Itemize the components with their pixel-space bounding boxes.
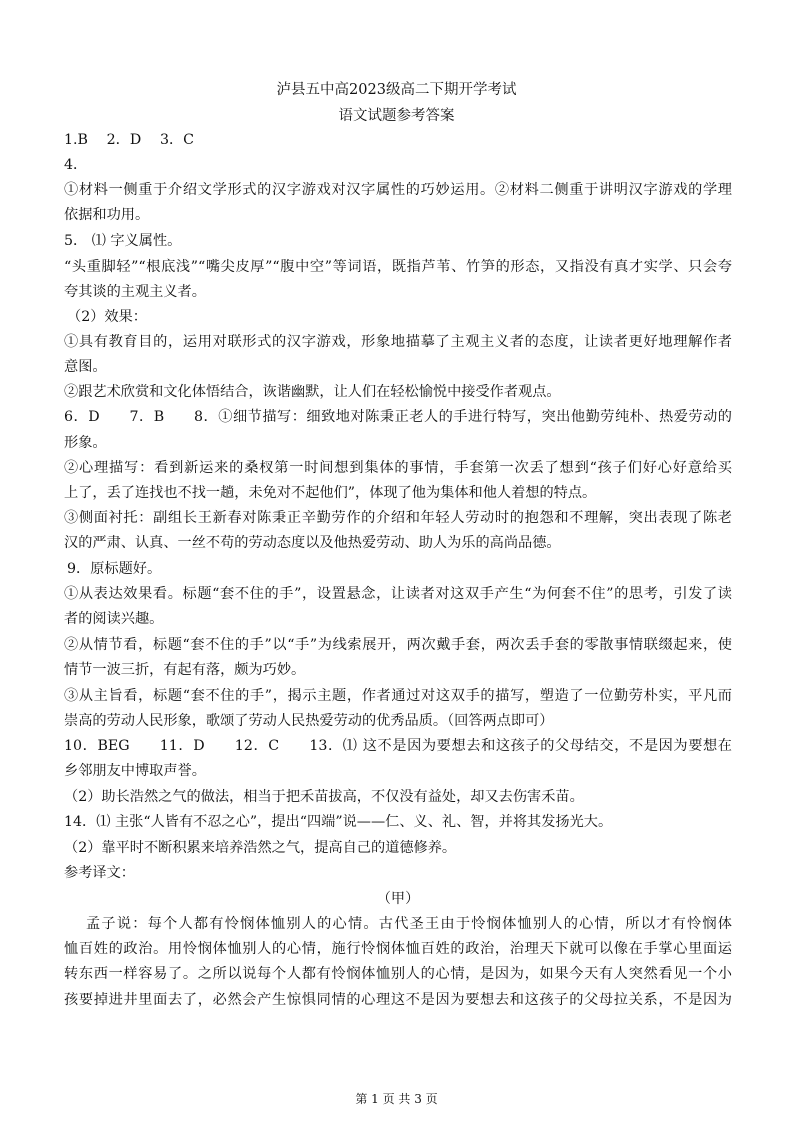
page-footer: 第 1 页 共 3 页 <box>355 1092 438 1106</box>
text-line: 意图。 <box>64 359 107 375</box>
text-line: ①从表达效果看。标题“套不住的手”，设置悬念，让读者对这双手产生“为何套不住”的思考，引发了读 <box>64 586 732 602</box>
text-line: 恤百姓的政治。用怜悯体恤别人的心情，施行怜悯体恤百姓的政治，治理天下就可以像在手掌心里面运 <box>64 941 732 957</box>
text-line: 形象。 <box>64 435 107 451</box>
text-line: 者的阅读兴趣。 <box>64 611 164 627</box>
text-line: （2）助长浩然之气的做法，相当于把禾苗拔高，不仅没有益处，却又去伤害禾苗。 <box>64 789 584 805</box>
text-line: 1.B 2．D 3．C <box>64 132 195 148</box>
text-line: 4． <box>64 157 88 173</box>
text-line: ③从主旨看，标题“套不住的手”，揭示主题，作者通过对这双手的描写，塑造了一位勤劳朴实，平凡而 <box>64 688 732 704</box>
text-line: ①材料一侧重于介绍文学形式的汉字游戏对汉字属性的巧妙运用。②材料二侧重于讲明汉字游戏的学理 <box>64 182 732 198</box>
text-line: 6．D 7．B 8．①细节描写：细致地对陈秉正老人的手进行特写，突出他勤劳纯朴、热爱劳动的 <box>64 409 732 425</box>
text-line: 转东西一样容易了。之所以说每个人都有怜悯体恤别人的心情，是因为，如果今天有人突然看见一个小 <box>64 966 732 982</box>
text-line: （甲） <box>376 891 420 907</box>
text-line: 14．⑴ 主张“人皆有不忍之心”，提出“四端”说——仁、义、礼、智，并将其发扬光大。 <box>64 814 613 830</box>
text-line: 9．原标题好。 <box>67 561 162 577</box>
text-line: 依据和功用。 <box>64 207 150 223</box>
text-line: 上了，丢了连找也不找一趟，未免对不起他们”，体现了他为集体和他人着想的特点。 <box>64 485 597 501</box>
text-line: ②心理描写：看到新运来的桑杈第一时间想到集体的事情，手套第一次丢了想到“孩子们好心好意给买 <box>64 460 732 476</box>
text-line: （2）靠平时不断积累来培养浩然之气，提高自己的道德修养。 <box>64 840 457 856</box>
document-title: 泸县五中高2023级高二下期开学考试 <box>276 82 517 98</box>
text-line: 孟子说：每个人都有怜悯体恤别人的心情。古代圣王由于怜悯体恤别人的心情，所以才有怜悯体 <box>86 916 732 932</box>
text-line: 汉的严肃、认真、一丝不苟的劳动态度以及他热爱劳动、助人为乐的高尚品德。 <box>64 535 561 551</box>
text-line: 参考译文： <box>64 865 135 881</box>
text-line: （2）效果： <box>67 309 147 325</box>
text-line: ②跟艺术欣赏和文化体悟结合，诙谐幽默，让人们在轻松愉悦中接受作者观点。 <box>64 384 561 400</box>
text-line: 5． ⑴ 字义属性。 <box>64 233 182 249</box>
text-line: 10．BEG 11．D 12．C 13．⑴ 这不是因为要想去和这孩子的父母结交，不是因为要想在 <box>64 738 732 754</box>
text-line: 孩要掉进井里面去了，必然会产生惊惧同情的心理这不是因为要想去和这孩子的父母拉关系，不是因为 <box>64 992 732 1008</box>
text-line: ③侧面衬托：副组长王新春对陈秉正辛勤劳作的介绍和年轻人劳动时的抱怨和不理解，突出表现了陈老 <box>64 510 732 526</box>
text-line: 崇高的劳动人民形象，歌颂了劳动人民热爱劳动的优秀品质。（回答两点即可） <box>64 713 554 729</box>
text-line: ①具有教育目的，运用对联形式的汉字游戏，形象地描摹了主观主义者的态度，让读者更好地理解作者 <box>64 334 732 350</box>
text-line: 乡邻朋友中博取声誉。 <box>64 763 206 779</box>
text-line: “头重脚轻”“根底浅”“嘴尖皮厚”“腹中空”等词语，既指芦苇、竹笋的形态，又指没有真才实学、只会夸 <box>64 259 732 275</box>
text-line: ②从情节看，标题“套不住的手”以“手”为线索展开，两次戴手套，两次丢手套的零散事情联缀起来，使 <box>64 637 732 653</box>
text-line: 情节一波三折，有起有落，颇为巧妙。 <box>64 662 306 678</box>
text-line: 夸其谈的主观主义者。 <box>64 284 206 300</box>
document-subtitle: 语文试题参考答案 <box>338 108 455 124</box>
